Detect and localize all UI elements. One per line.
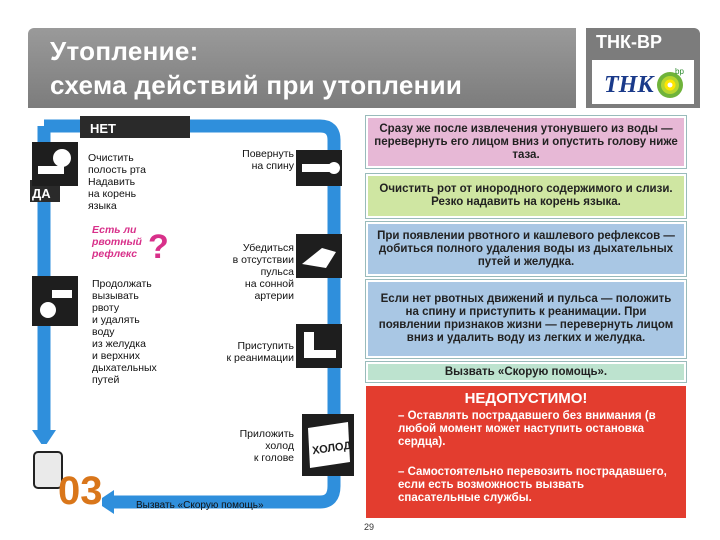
bp-helios-icon <box>652 66 688 100</box>
prohibited-heading: НЕДОПУСТИМО! <box>464 390 588 407</box>
phone-03-icon <box>30 444 102 516</box>
tnk-logo-icon <box>602 68 654 98</box>
title-bar <box>28 28 576 108</box>
branch-no-label: НЕТ <box>90 121 116 136</box>
logo-emblem-area <box>592 60 694 104</box>
prohibited-item-2: – Самостоятельно перевозить пострадавшего, если есть возможность вызвать спасательные службы. <box>398 466 667 504</box>
step-check-pulse-text: Убедиться в отсутствии пульса на сонной артерии <box>232 242 294 302</box>
clean-mouth-icon <box>32 142 78 186</box>
step-3-box: При появлении рвотного и кашлевого рефлексов — добиться полного удаления воды из дыхательных путей и желудка. <box>366 222 686 276</box>
step-continue-vomit-text: Продолжать вызывать рвоту и удалять воду из желудка и верхних дыхательных путей <box>92 278 157 386</box>
question-mark: ? <box>148 228 169 266</box>
bp-logo-text: bp <box>675 67 684 76</box>
check-pulse-icon <box>296 234 342 278</box>
cpr-icon <box>296 324 342 368</box>
logo-brand-text: ТНК-ВР <box>596 32 662 52</box>
company-logo <box>586 28 700 108</box>
step-1-box: Сразу же после извлечения утонувшего из воды — перевернуть его лицом вниз и опустить голову ниже таза. <box>366 116 686 168</box>
slide-title-line2: схема действий при утоплении <box>50 70 463 100</box>
step-clean-mouth-text: Очистить полость рта Надавить на корень языка <box>88 152 146 212</box>
prohibited-box <box>366 386 686 518</box>
vomit-position-icon <box>32 276 78 326</box>
vomit-reflex-question: Есть ли рвотный рефлекс <box>92 224 142 260</box>
call-ambulance-flow-text: Вызвать «Скорую помощь» <box>136 500 264 511</box>
step-2-box: Очистить рот от инородного содержимого и слизи. Резко надавить на корень языка. <box>366 174 686 218</box>
page-number: 29 <box>364 522 375 532</box>
cold-compress-icon <box>302 414 354 476</box>
turn-on-back-icon <box>296 150 342 186</box>
branch-yes-label: ДА <box>32 186 51 201</box>
step-5-box: Вызвать «Скорую помощь». <box>366 362 686 382</box>
step-start-cpr-text: Приступить к реанимации <box>226 340 294 364</box>
slide-title-line1: Утопление: <box>50 36 199 66</box>
cold-label: ХОЛОД <box>311 439 353 458</box>
step-turn-back-text: Повернуть на спину <box>242 148 294 172</box>
tnk-logo-text: ТНК <box>604 72 654 98</box>
step-cold-head-text: Приложить холод к голове <box>239 428 294 464</box>
step-4-box: Если нет рвотных движений и пульса — положить на спину и приступить к реанимации. При появлении признаков жизни — перевернуть лицом вниз и удалить воду из легких и желудка. <box>366 280 686 358</box>
rescue-flow-diagram <box>30 114 356 524</box>
phone-number: 03 <box>58 469 103 513</box>
prohibited-item-1: – Оставлять пострадавшего без внимания (в любой момент может наступить остановка сердца). <box>398 410 656 448</box>
